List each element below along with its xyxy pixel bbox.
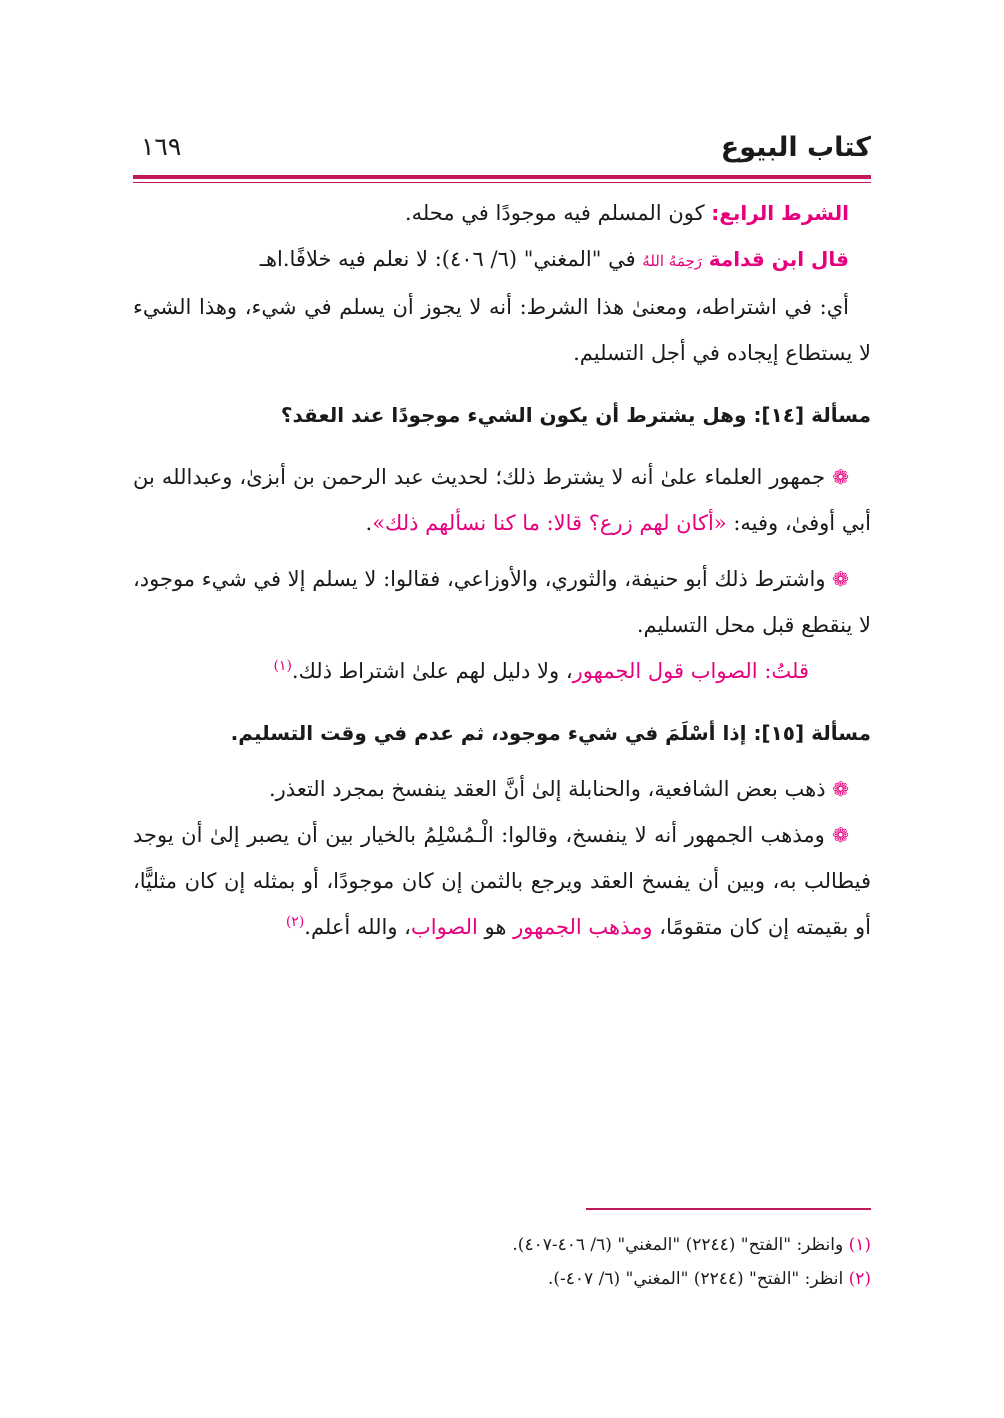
header-rule-thin (133, 182, 871, 183)
paragraph-condition-four (133, 190, 871, 236)
header-rule-thick (133, 175, 871, 179)
question-14-label: مسألة [١٤]: (753, 403, 871, 427)
correct-highlight: الصواب (410, 915, 478, 939)
flower-bullet-icon: ❁ (832, 777, 849, 801)
flower-bullet-icon: ❁ (832, 823, 849, 847)
conclusion-text: ، ولا دليل لهم علىٰ اشتراط ذلك. (291, 659, 573, 683)
footnotes (133, 1228, 871, 1296)
footnote-1 (133, 1228, 871, 1262)
conclusion-highlight: الصواب قول الجمهور (572, 659, 765, 683)
question-15-heading (133, 710, 871, 756)
answer-15-text-2: هو (477, 915, 514, 939)
flower-bullet-icon: ❁ (832, 465, 849, 489)
paragraph-explanation: أي: في اشتراطه، ومعنىٰ هذا الشرط: أنه لا يجوز أن يسلم في شيء، وهذا الشيء لا يستطاع إيجاده في أجل التسليم. (133, 295, 871, 365)
flower-bullet-icon: ❁ (832, 567, 849, 591)
book-title: كتاب البيوع (720, 132, 871, 163)
question-14-heading (133, 392, 871, 438)
hadith-quote: «أكان لهم زرع؟ قالا: ما كنا نسألهم ذلك» (372, 511, 727, 535)
footnote-ref-1[interactable]: (١) (273, 658, 292, 674)
footnote-2 (133, 1262, 871, 1296)
quote-text: في "المغني" (٦/ ٤٠٦): لا نعلم فيه خلافًا.اهـ (259, 247, 643, 271)
paragraph-ibn-qudama (133, 236, 871, 284)
footnote-2-text: انظر: "الفتح" (٢٢٤٤) "المغني" (٦/ ٤٠٧-). (548, 1269, 849, 1289)
answer-14-conclusion (133, 648, 871, 694)
question-15-text: إذا أسْلَمَ في شيء موجود، ثم عدم في وقت التسليم. (230, 721, 754, 745)
main-content (133, 190, 871, 950)
page-header (133, 128, 871, 174)
footnote-separator (586, 1208, 871, 1210)
footnote-1-number: (١) (848, 1235, 871, 1255)
answer-14-minority (133, 556, 871, 648)
question-15-label: مسألة [١٥]: (753, 721, 871, 745)
footnote-1-text: وانظر: "الفتح" (٢٢٤٤) "المغني" (٦/ ٤٠٦-٤٠٧). (512, 1235, 849, 1255)
answer-15-text-3: ، والله أعلم. (304, 915, 411, 939)
conclusion-label: قلتُ: (764, 659, 809, 683)
condition-text: كون المسلم فيه موجودًا في محله. (404, 201, 712, 225)
honorific: رَحِمَهُ اللهُ (642, 252, 703, 270)
answer-14-majority-text: جمهور العلماء علىٰ أنه لا يشترط ذلك؛ لحديث عبد الرحمن بن أبزىٰ، وعبدالله بن أبي أوفىٰ، وفيه: (133, 465, 871, 535)
question-14-text: وهل يشترط أن يكون الشيء موجودًا عند العقد؟ (280, 403, 754, 427)
answer-14-minority-text: واشترط ذلك أبو حنيفة، والثوري، والأوزاعي، فقالوا: لا يسلم إلا في شيء موجود، لا ينقطع قبل محل التسليم. (133, 567, 871, 637)
scholar-name: قال ابن قدامة (708, 247, 849, 271)
answer-15-shafii-text: ذهب بعض الشافعية، والحنابلة إلىٰ أنَّ العقد ينفسخ بمجرد التعذر. (268, 777, 833, 801)
condition-label: الشرط الرابع: (711, 201, 849, 225)
footnote-2-number: (٢) (848, 1269, 871, 1289)
sentence-end: . (365, 511, 373, 535)
page-number: ١٦٩ (141, 132, 182, 161)
footnote-ref-2[interactable]: (٢) (285, 914, 305, 930)
majority-highlight: ومذهب الجمهور (513, 915, 653, 939)
answer-15-shafii (133, 766, 871, 812)
answer-14-majority (133, 454, 871, 546)
answer-15-majority-text: ومذهب الجمهور أنه لا ينفسخ، وقالوا: الْـمُسْلِمُ بالخيار بين أن يصبر إلىٰ أن يوجد فيطالب به، وبين أن يفسخ العقد ويرجع بالثمن إن كان موجودًا، أو بمثله إن كان مثليًّا، أو بقيمته إن كان متقومًا، (133, 823, 871, 939)
answer-15-majority (133, 812, 871, 950)
